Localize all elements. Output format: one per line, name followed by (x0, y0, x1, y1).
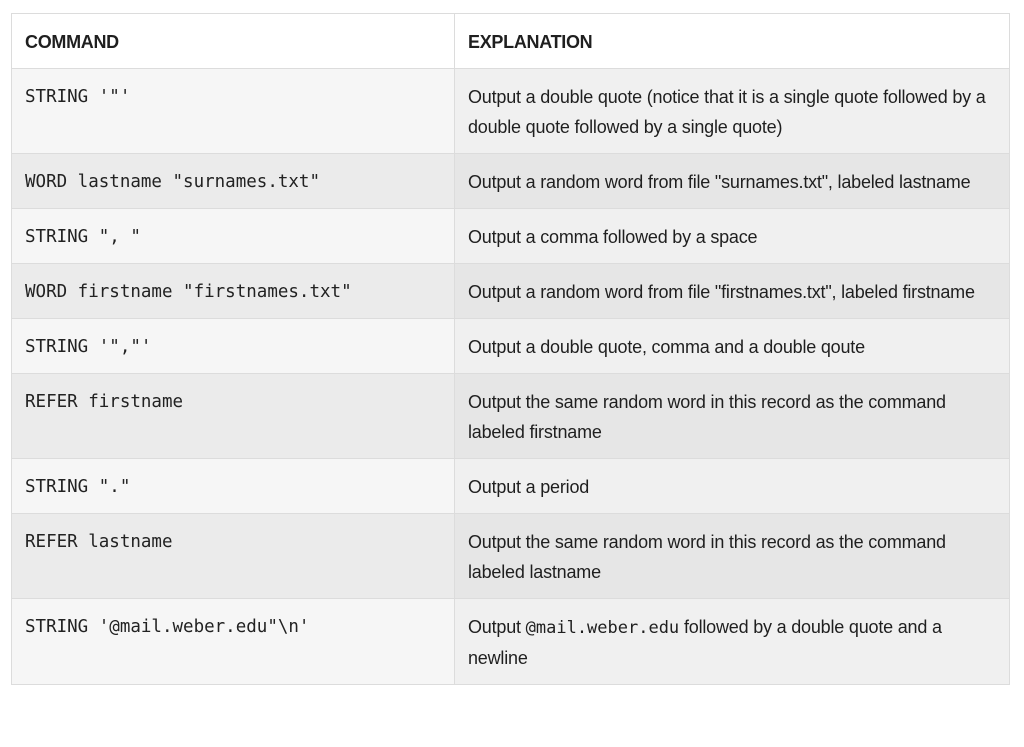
explanation-suffix: followed by a double quote and a newline (468, 617, 942, 668)
explanation-cell (455, 599, 1010, 685)
table-row (12, 374, 1010, 459)
command-table-container (11, 13, 1009, 685)
command-cell: STRING ", " (12, 209, 455, 264)
column-header-explanation: EXPLANATION (455, 14, 1010, 69)
explanation-cell: Output a period (455, 459, 1010, 514)
command-cell: REFER firstname (12, 374, 455, 459)
column-header-command: COMMAND (12, 14, 455, 69)
table-row (12, 264, 1010, 319)
explanation-cell: Output a double quote, comma and a double qoute (455, 319, 1010, 374)
table-row (12, 319, 1010, 374)
explanation-cell: Output a double quote (notice that it is a single quote followed by a double quote followed by a single quote) (455, 69, 1010, 154)
explanation-cell: Output a random word from file "surnames.txt", labeled lastname (455, 154, 1010, 209)
command-cell: STRING '","' (12, 319, 455, 374)
table-row (12, 69, 1010, 154)
table-row (12, 154, 1010, 209)
explanation-cell: Output a comma followed by a space (455, 209, 1010, 264)
command-cell: STRING '@mail.weber.edu"\n' (12, 599, 455, 685)
explanation-cell: Output a random word from file "firstnames.txt", labeled firstname (455, 264, 1010, 319)
command-cell: STRING '"' (12, 69, 455, 154)
inline-code: @mail.weber.edu (525, 618, 680, 638)
table-row (12, 459, 1010, 514)
table-header-row (12, 14, 1010, 69)
explanation-cell: Output the same random word in this record as the command labeled lastname (455, 514, 1010, 599)
explanation-prefix: Output (468, 617, 526, 637)
table-row (12, 514, 1010, 599)
command-table (11, 13, 1010, 685)
command-cell: WORD firstname "firstnames.txt" (12, 264, 455, 319)
table-row (12, 209, 1010, 264)
command-cell: WORD lastname "surnames.txt" (12, 154, 455, 209)
command-cell: STRING "." (12, 459, 455, 514)
command-cell: REFER lastname (12, 514, 455, 599)
table-row (12, 599, 1010, 685)
explanation-cell: Output the same random word in this record as the command labeled firstname (455, 374, 1010, 459)
